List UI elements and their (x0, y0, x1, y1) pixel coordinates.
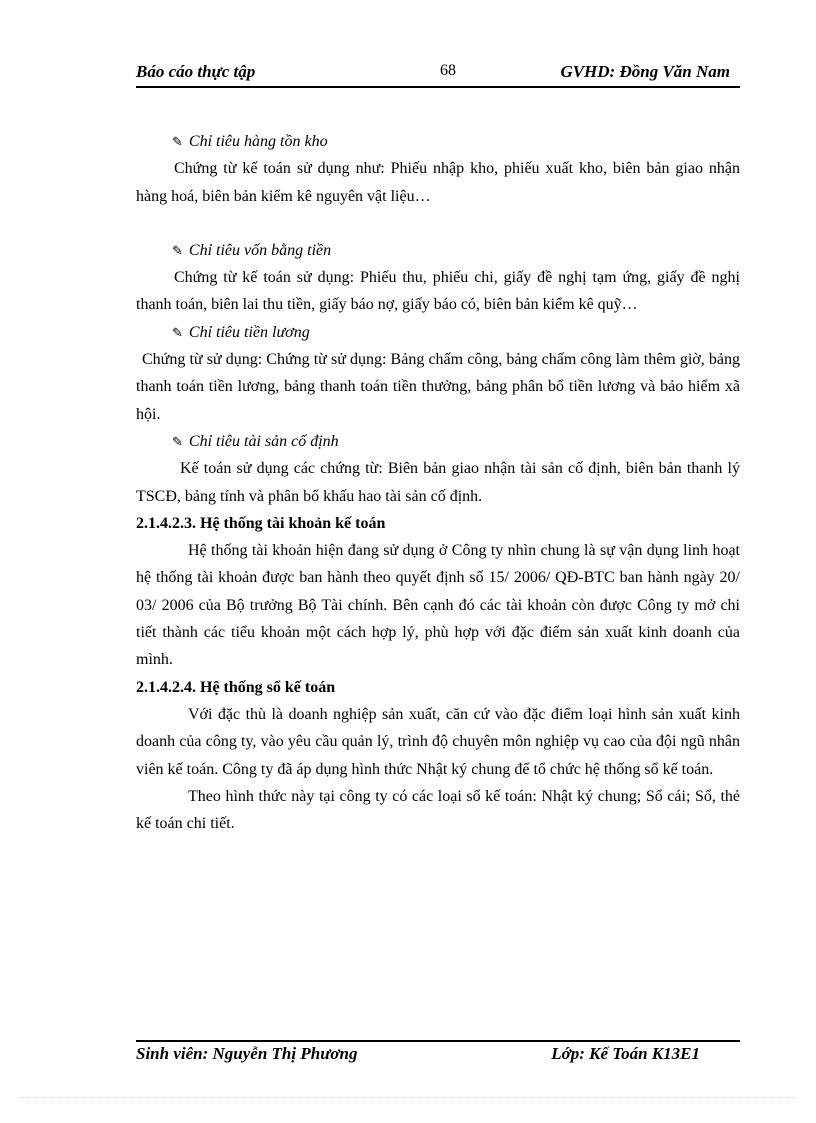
page-footer (136, 1040, 740, 1070)
bullet-inventory (136, 128, 740, 155)
bullet-salary (136, 319, 740, 346)
pencil-icon: ✎ (172, 242, 183, 258)
footer-class: Lớp: Kế Toán K13E1 (551, 1044, 700, 1063)
paragraph-salary: Chứng từ sử dụng: Chứng từ sử dụng: Bảng chấm công, bảng chấm công làm thêm giờ, bảng thanh toán tiền lương, bảng thanh toán tiền thưởng, bảng phân bổ tiền lương và bảo hiểm xã hội. (136, 351, 740, 423)
page-body (136, 128, 740, 837)
spacer (136, 210, 740, 237)
pencil-icon: ✎ (172, 433, 183, 449)
page-bottom-border (20, 1097, 796, 1098)
bullet-title: Chỉ tiêu tiền lương (188, 323, 310, 341)
paragraph-ledger-types: Theo hình thức này tại công ty có các loại sổ kế toán: Nhật ký chung; Sổ cái; Sổ, thẻ kế toán chi tiết. (136, 787, 740, 833)
section-heading-accounts: 2.1.4.2.3. Hệ thống tài khoản kế toán (136, 514, 386, 532)
bullet-fixed-assets (136, 428, 740, 455)
pencil-icon: ✎ (172, 134, 183, 149)
header-report-title: Báo cáo thực tập (136, 62, 256, 81)
bullet-cash (136, 237, 740, 264)
bullet-title: Chỉ tiêu vốn bằng tiền (188, 241, 332, 259)
section-heading-ledgers: 2.1.4.2.4. Hệ thống sổ kế toán (136, 678, 336, 696)
header-page-number: 68 (440, 62, 456, 79)
bullet-title: Chỉ tiêu tài sản cố định (188, 432, 339, 450)
paragraph-inventory: Chứng từ kế toán sử dụng như: Phiếu nhập kho, phiếu xuất kho, biên bản giao nhận hàng hoá, biên bản kiểm kê nguyên vật liệu… (136, 160, 740, 205)
paragraph-accounts: Hệ thống tài khoản hiện đang sử dụng ở Công ty nhìn chung là sự vận dụng linh hoạt hệ thống tài khoản được ban hành theo quyết định số 15/ 2006/ QĐ-BTC ban hành ngày 20/ 03/ 2006 của Bộ trưởng Bộ Tài chính. Bên cạnh đó các tài khoản còn được Công ty mở chi tiết thành các tiểu khoản một cách hợp lý, phù hợp với đặc điểm sản xuất kinh doanh của mình. (136, 542, 740, 669)
paragraph-ledgers: Với đặc thù là doanh nghiệp sản xuất, căn cứ vào đặc điểm loại hình sản xuất kinh doanh của công ty, vào yêu cầu quản lý, trình độ chuyên môn nghiệp vụ cao của đội ngũ nhân viên kế toán. Công ty đã áp dụng hình thức Nhật ký chung để tổ chức hệ thống sổ kế toán. (136, 705, 740, 778)
page-header (136, 60, 740, 88)
header-supervisor: GVHD: Đồng Văn Nam (560, 62, 730, 81)
bullet-title: Chỉ tiêu hàng tồn kho (188, 133, 328, 150)
footer-student: Sinh viên: Nguyễn Thị Phương (136, 1044, 358, 1063)
pencil-icon: ✎ (172, 324, 183, 340)
paragraph-cash: Chứng từ kế toán sử dụng: Phiếu thu, phiếu chi, giấy đề nghị tạm ứng, giấy đề nghị thanh toán, biên lai thu tiền, giấy báo nợ, giấy báo có, biên bản kiểm kê quỹ… (136, 269, 740, 314)
paragraph-fixed-assets: Kế toán sử dụng các chứng từ: Biên bản giao nhận tài sản cố định, biên bản thanh lý TSCĐ, bảng tính và phân bổ khấu hao tài sản cố định. (136, 460, 740, 505)
